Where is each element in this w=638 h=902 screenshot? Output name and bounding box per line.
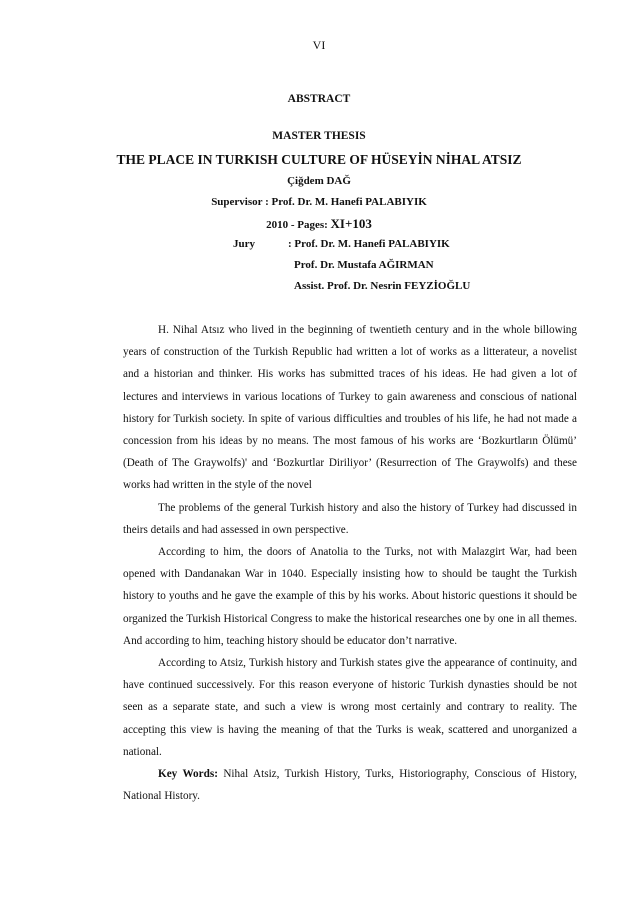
jury-member-1: : Prof. Dr. M. Hanefi PALABIYIK	[288, 238, 450, 250]
author-name: Çiğdem DAĞ	[287, 175, 351, 187]
jury-member-3: Assist. Prof. Dr. Nesrin FEYZİOĞLU	[294, 280, 471, 292]
page-number: VI	[312, 38, 326, 52]
jury-label: Jury	[233, 238, 255, 250]
abstract-paragraph-3: According to him, the doors of Anatolia to the Turks, not with Malazgirt War, had been opened with Dandanakan War in 1040. Especially insisting how to should be taught the Turkish history to youths and he gave the example of this by his works. About historic questions it should be organized the Turkish Historical Congress to make the historical researches one by one in all themes. And according to him, teaching history should be educator don’t narrative.	[123, 546, 577, 647]
abstract-paragraph-1: H. Nihal Atsız who lived in the beginning of twentieth century and in the whole billowing years of construction of the Turkish Republic had written a lot of works as a litterateur, a novelist and a historian and thinker. His works has submitted traces of his ideas. He had given a lot of lectures and interviews in various locations of Turkey to gain awareness and conscious of national history for Turkish society. In spite of various difficulties and troubles of his life, he had not made a concession from his ideas by no means. The most famous of his works are ‘Bozkurtların Ölümü’ (Death of The Graywolfs)' and ‘Bozkurtlar Diriliyor’ (Resurrection of The Graywolfs) and these works had written in the style of the novel	[123, 324, 577, 492]
thesis-title: THE PLACE IN TURKISH CULTURE OF HÜSEYİN NİHAL ATSIZ	[116, 152, 522, 167]
year-pages-label: 2010 - Pages:	[266, 219, 331, 231]
abstract-paragraph-2: The problems of the general Turkish history and also the history of Turkey had discussed in theirs details and had assessed in own perspective.	[123, 501, 577, 536]
abstract-paragraph-4: According to Atsiz, Turkish history and Turkish states give the appearance of continuity, and have continued successively. For this reason everyone of historic Turkish dynasties should be not seen as a separate state, and such a view is wrong most certainly and contrary to reality. The accepting this view is having the meaning of that the Turks is weak, scattered and unorganized a national.	[123, 657, 577, 758]
abstract-body	[123, 319, 577, 807]
jury-member-2: Prof. Dr. Mustafa AĞIRMAN	[294, 259, 434, 271]
abstract-heading: ABSTRACT	[287, 93, 351, 105]
supervisor-line: Supervisor : Prof. Dr. M. Hanefi PALABIYIK	[211, 196, 427, 208]
keywords-label: Key Words:	[158, 768, 218, 781]
year-pages-line	[0, 216, 638, 232]
keywords-list: Nihal Atsiz, Turkish History, Turks, Historiography, Conscious of History, National History.	[123, 768, 577, 803]
thesis-type: MASTER THESIS	[272, 130, 366, 142]
pages-value: XI+103	[330, 216, 372, 231]
keywords-paragraph	[123, 763, 577, 807]
